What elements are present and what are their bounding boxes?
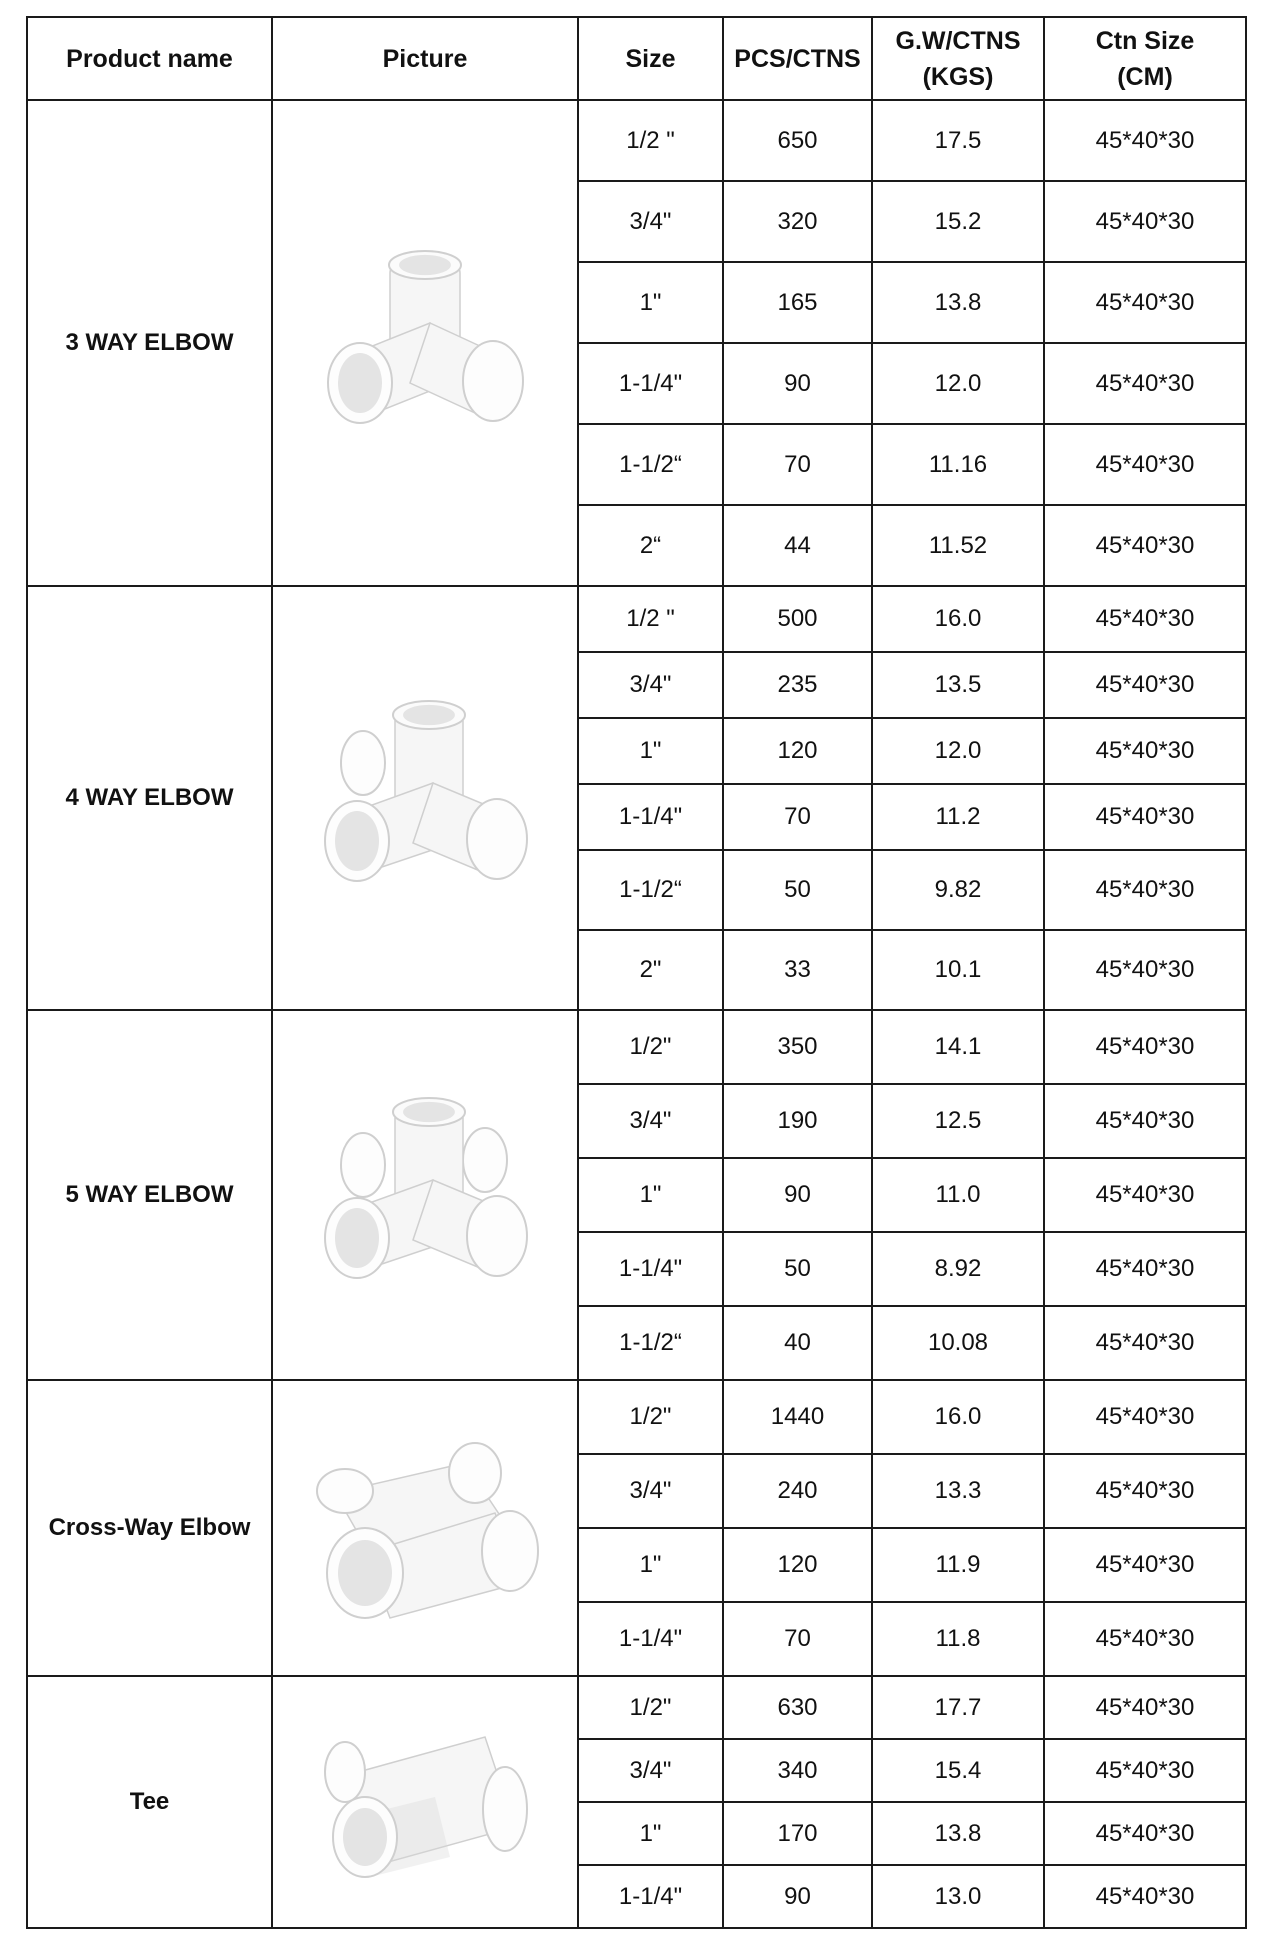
header-ctn-size: [1044, 17, 1246, 100]
ctn-size-cell: 45*40*30: [1044, 718, 1246, 784]
gw-ctns-cell: 13.0: [872, 1865, 1044, 1928]
header-picture: Picture: [272, 17, 578, 100]
header-size: Size: [578, 17, 723, 100]
size-cell: 1-1/4": [578, 343, 723, 424]
ctn-size-cell: 45*40*30: [1044, 343, 1246, 424]
gw-ctns-cell: 12.0: [872, 343, 1044, 424]
ctn-size-cell: 45*40*30: [1044, 1158, 1246, 1232]
header-gw-ctns: [872, 17, 1044, 100]
pcs-ctns-cell: 165: [723, 262, 872, 343]
gw-ctns-cell: 13.8: [872, 262, 1044, 343]
gw-ctns-cell: 16.0: [872, 586, 1044, 652]
size-cell: 1-1/4": [578, 1232, 723, 1306]
pcs-ctns-cell: 650: [723, 100, 872, 181]
gw-ctns-cell: 11.9: [872, 1528, 1044, 1602]
ctn-size-cell: 45*40*30: [1044, 1084, 1246, 1158]
header-pcs-ctns: PCS/CTNS: [723, 17, 872, 100]
size-cell: 1/2": [578, 1676, 723, 1739]
ctn-size-cell: 45*40*30: [1044, 1739, 1246, 1802]
product-name-cell: 4 WAY ELBOW: [27, 586, 272, 1010]
size-cell: 3/4": [578, 1739, 723, 1802]
ctn-size-cell: 45*40*30: [1044, 1010, 1246, 1084]
pcs-ctns-cell: 44: [723, 505, 872, 586]
size-cell: 1/2": [578, 1380, 723, 1454]
gw-ctns-cell: 11.0: [872, 1158, 1044, 1232]
size-cell: 2": [578, 930, 723, 1010]
size-cell: 1/2": [578, 1010, 723, 1084]
pcs-ctns-cell: 50: [723, 850, 872, 930]
header-ctn-line2: (CM): [1117, 62, 1173, 91]
pcs-ctns-cell: 70: [723, 1602, 872, 1676]
ctn-size-cell: 45*40*30: [1044, 652, 1246, 718]
gw-ctns-cell: 17.7: [872, 1676, 1044, 1739]
pcs-ctns-cell: 33: [723, 930, 872, 1010]
gw-ctns-cell: 11.52: [872, 505, 1044, 586]
pcs-ctns-cell: 90: [723, 343, 872, 424]
pcs-ctns-cell: 190: [723, 1084, 872, 1158]
gw-ctns-cell: 13.5: [872, 652, 1044, 718]
gw-ctns-cell: 11.16: [872, 424, 1044, 505]
size-cell: 2“: [578, 505, 723, 586]
gw-ctns-cell: 13.8: [872, 1802, 1044, 1865]
size-cell: 1-1/4": [578, 1602, 723, 1676]
product-name-cell: 3 WAY ELBOW: [27, 100, 272, 586]
ctn-size-cell: 45*40*30: [1044, 1865, 1246, 1928]
ctn-size-cell: 45*40*30: [1044, 1306, 1246, 1380]
table-row: [27, 100, 1246, 181]
pcs-ctns-cell: 350: [723, 1010, 872, 1084]
product-picture-cell: [272, 1010, 578, 1380]
gw-ctns-cell: 10.1: [872, 930, 1044, 1010]
size-cell: 3/4": [578, 1084, 723, 1158]
product-picture-cell: [272, 100, 578, 586]
size-cell: 1/2 ": [578, 586, 723, 652]
pcs-ctns-cell: 70: [723, 424, 872, 505]
ctn-size-cell: 45*40*30: [1044, 784, 1246, 850]
ctn-size-cell: 45*40*30: [1044, 1232, 1246, 1306]
size-cell: 1": [578, 1528, 723, 1602]
pvc-cross-way-elbow-icon: [273, 1433, 577, 1623]
ctn-size-cell: 45*40*30: [1044, 1380, 1246, 1454]
header-gw-line2: (KGS): [922, 62, 994, 91]
ctn-size-cell: 45*40*30: [1044, 850, 1246, 930]
size-cell: 1-1/4": [578, 1865, 723, 1928]
size-cell: 3/4": [578, 1454, 723, 1528]
table-row: [27, 1010, 1246, 1084]
header-ctn-line1: Ctn Size: [1095, 26, 1195, 55]
pcs-ctns-cell: 1440: [723, 1380, 872, 1454]
ctn-size-cell: 45*40*30: [1044, 1602, 1246, 1676]
pcs-ctns-cell: 90: [723, 1158, 872, 1232]
size-cell: 1-1/2“: [578, 1306, 723, 1380]
table-row: [27, 1676, 1246, 1739]
product-name-cell: Cross-Way Elbow: [27, 1380, 272, 1676]
ctn-size-cell: 45*40*30: [1044, 1802, 1246, 1865]
header-product-name: Product name: [27, 17, 272, 100]
gw-ctns-cell: 12.5: [872, 1084, 1044, 1158]
size-cell: 1/2 ": [578, 100, 723, 181]
pcs-ctns-cell: 70: [723, 784, 872, 850]
gw-ctns-cell: 16.0: [872, 1380, 1044, 1454]
pcs-ctns-cell: 90: [723, 1865, 872, 1928]
product-name-cell: Tee: [27, 1676, 272, 1928]
size-cell: 1-1/2“: [578, 424, 723, 505]
gw-ctns-cell: 15.2: [872, 181, 1044, 262]
pcs-ctns-cell: 500: [723, 586, 872, 652]
gw-ctns-cell: 14.1: [872, 1010, 1044, 1084]
pcs-ctns-cell: 240: [723, 1454, 872, 1528]
spec-table: [26, 16, 1247, 1929]
size-cell: 1-1/2“: [578, 850, 723, 930]
gw-ctns-cell: 15.4: [872, 1739, 1044, 1802]
size-cell: 1": [578, 1158, 723, 1232]
ctn-size-cell: 45*40*30: [1044, 1676, 1246, 1739]
ctn-size-cell: 45*40*30: [1044, 181, 1246, 262]
product-name-cell: 5 WAY ELBOW: [27, 1010, 272, 1380]
gw-ctns-cell: 9.82: [872, 850, 1044, 930]
pcs-ctns-cell: 630: [723, 1676, 872, 1739]
gw-ctns-cell: 12.0: [872, 718, 1044, 784]
pvc-3-way-elbow-icon: [273, 233, 577, 453]
ctn-size-cell: 45*40*30: [1044, 1454, 1246, 1528]
ctn-size-cell: 45*40*30: [1044, 930, 1246, 1010]
gw-ctns-cell: 13.3: [872, 1454, 1044, 1528]
size-cell: 3/4": [578, 652, 723, 718]
product-picture-cell: [272, 1380, 578, 1676]
pvc-tee-icon: [273, 1717, 577, 1887]
pcs-ctns-cell: 340: [723, 1739, 872, 1802]
pcs-ctns-cell: 120: [723, 718, 872, 784]
pcs-ctns-cell: 235: [723, 652, 872, 718]
size-cell: 1": [578, 262, 723, 343]
size-cell: 1": [578, 718, 723, 784]
ctn-size-cell: 45*40*30: [1044, 262, 1246, 343]
header-gw-line1: G.W/CTNS: [895, 26, 1021, 55]
gw-ctns-cell: 11.2: [872, 784, 1044, 850]
ctn-size-cell: 45*40*30: [1044, 424, 1246, 505]
ctn-size-cell: 45*40*30: [1044, 100, 1246, 181]
pcs-ctns-cell: 320: [723, 181, 872, 262]
size-cell: 1": [578, 1802, 723, 1865]
ctn-size-cell: 45*40*30: [1044, 1528, 1246, 1602]
ctn-size-cell: 45*40*30: [1044, 505, 1246, 586]
table-body: [27, 100, 1246, 1928]
pcs-ctns-cell: 170: [723, 1802, 872, 1865]
gw-ctns-cell: 8.92: [872, 1232, 1044, 1306]
gw-ctns-cell: 17.5: [872, 100, 1044, 181]
pvc-4-way-elbow-icon: [273, 693, 577, 903]
pcs-ctns-cell: 50: [723, 1232, 872, 1306]
pcs-ctns-cell: 40: [723, 1306, 872, 1380]
table-row: [27, 1380, 1246, 1454]
pcs-ctns-cell: 120: [723, 1528, 872, 1602]
product-picture-cell: [272, 586, 578, 1010]
gw-ctns-cell: 11.8: [872, 1602, 1044, 1676]
header-row: [27, 17, 1246, 100]
product-picture-cell: [272, 1676, 578, 1928]
table-row: [27, 586, 1246, 652]
ctn-size-cell: 45*40*30: [1044, 586, 1246, 652]
gw-ctns-cell: 10.08: [872, 1306, 1044, 1380]
size-cell: 1-1/4": [578, 784, 723, 850]
size-cell: 3/4": [578, 181, 723, 262]
pvc-5-way-elbow-icon: [273, 1090, 577, 1300]
